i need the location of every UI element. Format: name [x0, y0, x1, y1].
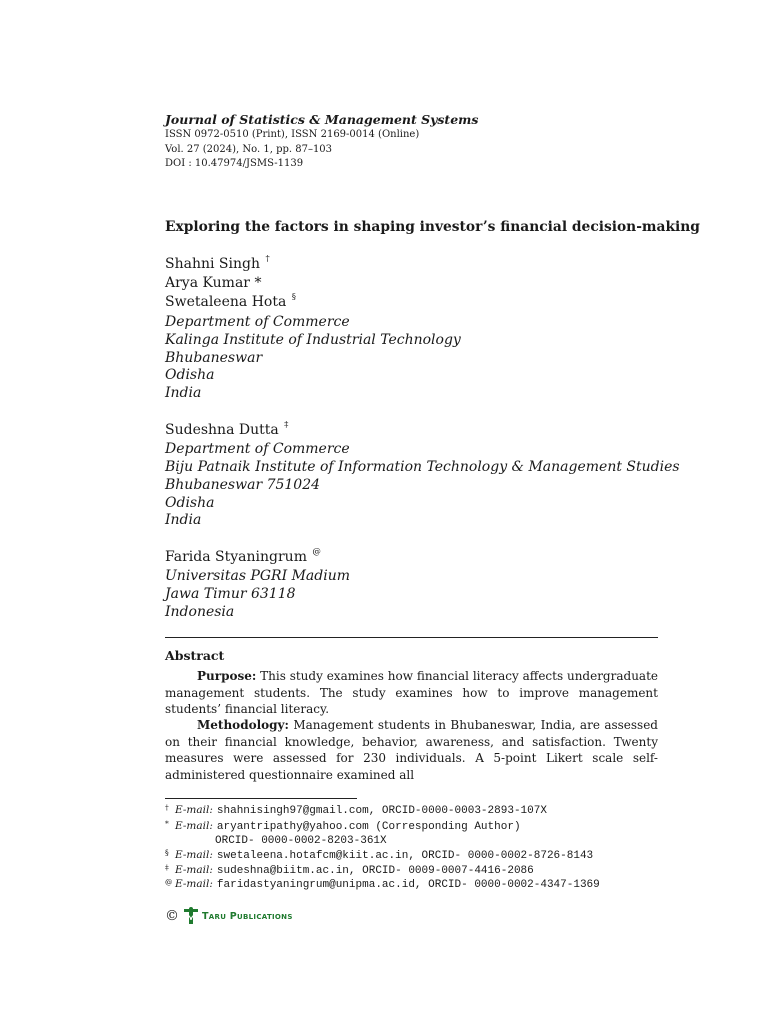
affiliation-line: Biju Patnaik Institute of Information Technology & Management Studies	[165, 459, 680, 475]
abstract-methodology	[165, 717, 658, 783]
affiliation-line: India	[165, 512, 202, 528]
email-link[interactable]: swetaleena.hotafcm@kiit.ac.in, ORCID- 0000-0002-8726-8143	[216, 850, 594, 862]
author-mark: §	[291, 292, 297, 302]
footnote-item: * E-mail: aryantripathy@yahoo.com (Corresponding Author)	[165, 819, 521, 833]
methodology-text: Management students in Bhubaneswar, India, are assessed on their financial knowledge, behavior, awareness, and satisfaction. Twenty measures were assessed for 230 individuals. A 5-point Likert scale self-administered questionnaire examined all	[165, 718, 658, 782]
footnote-item: § E-mail: swetaleena.hotafcm@kiit.ac.in, ORCID- 0000-0002-8726-8143	[165, 848, 594, 862]
email-link[interactable]: aryantripathy@yahoo.com (Corresponding Author)	[216, 821, 521, 833]
copyright-symbol: ©	[165, 908, 179, 924]
affiliation-line: Department of Commerce	[165, 314, 350, 330]
section-divider	[165, 637, 658, 638]
author-name: Swetaleena Hota §	[165, 292, 297, 310]
tree-logo-icon	[182, 906, 200, 926]
purpose-label: Purpose:	[197, 669, 257, 683]
copyright-line	[165, 906, 293, 926]
affiliation-line: Bhubaneswar 751024	[165, 477, 321, 493]
author-name: Sudeshna Dutta ‡	[165, 420, 289, 438]
email-link[interactable]: shahnisingh97@gmail.com, ORCID-0000-0003-2893-107X	[216, 805, 547, 817]
affiliation-line: Jawa Timur 63118	[165, 586, 296, 602]
affiliation-line: Odisha	[165, 495, 215, 511]
affiliation-line: Universitas PGRI Madium	[165, 568, 350, 584]
issn-line: ISSN 0972-0510 (Print), ISSN 2169-0014 (Online)	[165, 129, 420, 140]
affiliation-line: Indonesia	[165, 604, 235, 620]
author-mark: @	[312, 547, 321, 557]
affiliation-line: Odisha	[165, 367, 215, 383]
author-name: Shahni Singh †	[165, 254, 270, 272]
abstract-purpose	[165, 668, 658, 718]
publisher-name: Taru Publications	[202, 910, 293, 922]
methodology-label: Methodology:	[197, 718, 289, 732]
publisher-logo	[182, 906, 293, 926]
volume-line: Vol. 27 (2024), No. 1, pp. 87–103	[165, 144, 333, 155]
author-mark: ‡	[284, 420, 289, 430]
affiliation-line: Department of Commerce	[165, 441, 350, 457]
footnote-continuation: ORCID- 0000-0002-8203-361X	[215, 835, 387, 847]
abstract-heading: Abstract	[165, 648, 225, 663]
author-mark: †	[265, 254, 270, 264]
affiliation-line: Bhubaneswar	[165, 350, 263, 366]
footnote-item: ‡ E-mail: sudeshna@biitm.ac.in, ORCID- 0009-0007-4416-2086	[165, 863, 534, 877]
footnote-divider	[165, 798, 357, 799]
purpose-text: This study examines how financial literacy affects undergraduate management students. The study examines how to improve management students’ financial literacy.	[165, 669, 658, 716]
author-mark: *	[254, 275, 262, 291]
author-name: Farida Styaningrum @	[165, 547, 321, 565]
paper-title: Exploring the factors in shaping investor’s financial decision-making	[165, 219, 700, 235]
journal-title: Journal of Statistics & Management Systems	[165, 112, 479, 127]
email-link[interactable]: sudeshna@biitm.ac.in, ORCID- 0009-0007-4416-2086	[216, 865, 534, 877]
affiliation-line: Kalinga Institute of Industrial Technology	[165, 332, 461, 348]
affiliation-line: India	[165, 385, 202, 401]
author-name: Arya Kumar *	[165, 275, 262, 291]
footnote-item: † E-mail: shahnisingh97@gmail.com, ORCID-0000-0003-2893-107X	[165, 803, 547, 817]
doi-line: DOI : 10.47974/JSMS-1139	[165, 158, 304, 169]
footnote-item: @ E-mail: faridastyaningrum@unipma.ac.id, ORCID- 0000-0002-4347-1369	[165, 877, 600, 891]
email-link[interactable]: faridastyaningrum@unipma.ac.id, ORCID- 0000-0002-4347-1369	[216, 879, 600, 891]
